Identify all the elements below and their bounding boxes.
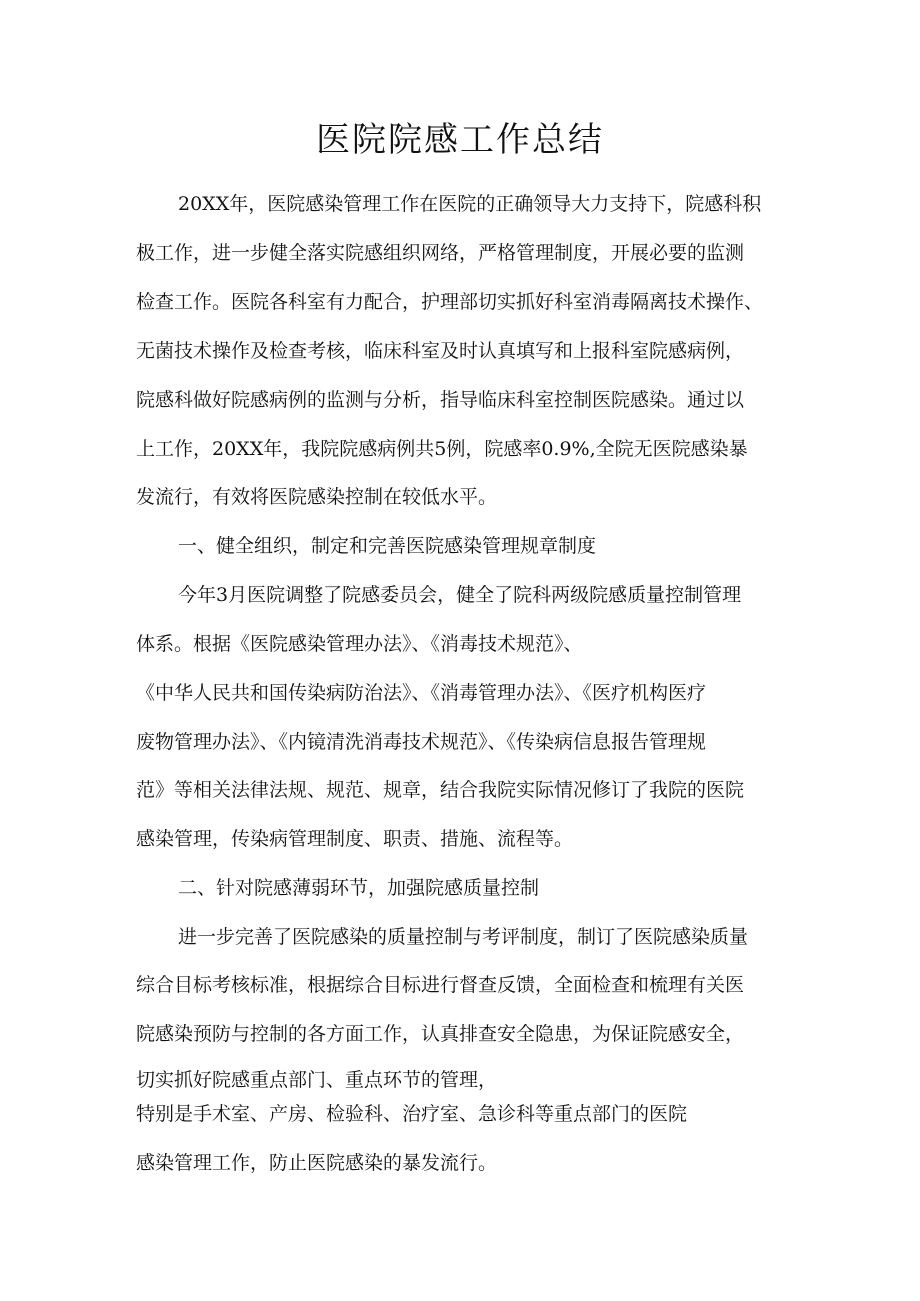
- paragraph-line: 检查工作。医院各科室有力配合，护理部切实抓好科室消毒隔离技术操作、: [136, 291, 764, 313]
- document-title: 医院院感工作总结: [316, 120, 604, 160]
- paragraph-line: 上工作，20XX年，我院院感病例共5例，院感率0.9%,全院无医院感染暴: [136, 438, 748, 460]
- paragraph-line: 无菌技术操作及检查考核，临床科室及时认真填写和上报科室院感病例，: [136, 340, 745, 362]
- paragraph-line: 体系。根据《医院感染管理办法》、《消毒技术规范》、: [136, 633, 583, 655]
- section-heading-2: 二、针对院感薄弱环节，加强院感质量控制: [178, 877, 540, 899]
- paragraph-line: 院感科做好院感病例的监测与分析，指导临床科室控制医院感染。通过以: [136, 389, 745, 411]
- paragraph-line: 范》等相关法律法规、规范、规章，结合我院实际情况修订了我院的医院: [136, 779, 745, 801]
- paragraph-line: 极工作，进一步健全落实院感组织网络，严格管理制度，开展必要的监测: [136, 242, 745, 264]
- paragraph-line: 进一步完善了医院感染的质量控制与考评制度，制订了医院感染质量: [178, 926, 749, 948]
- paragraph-line: 综合目标考核标准，根据综合目标进行督查反馈，全面检查和梳理有关医: [136, 974, 745, 996]
- paragraph-line: 感染管理工作，防止医院感染的暴发流行。: [136, 1152, 498, 1174]
- paragraph-line: 发流行，有效将医院感染控制在较低水平。: [136, 486, 498, 508]
- paragraph-line: 感染管理，传染病管理制度、职责、措施、流程等。: [136, 828, 574, 850]
- paragraph-line: 20XX年，医院感染管理工作在医院的正确领导大力支持下，院感科积: [178, 193, 762, 215]
- paragraph-line: 院感染预防与控制的各方面工作，认真排查安全隐患，为保证院感安全，: [136, 1023, 745, 1045]
- paragraph-line: 特别是手术室、产房、检验科、治疗室、急诊科等重点部门的医院: [136, 1103, 688, 1125]
- paragraph-line: 废物管理办法》、《内镜清洗消毒技术规范》、《传染病信息报告管理规: [136, 731, 707, 753]
- paragraph-line: 切实抓好院感重点部门、重点环节的管理，: [136, 1069, 498, 1091]
- section-heading-1: 一、健全组织，制定和完善医院感染管理规章制度: [178, 535, 597, 557]
- paragraph-line: 《中华人民共和国传染病防治法》、《消毒管理办法》、《医疗机构医疗: [136, 682, 707, 704]
- paragraph-line: 今年3月医院调整了院感委员会，健全了院科两级院感质量控制管理: [178, 584, 742, 606]
